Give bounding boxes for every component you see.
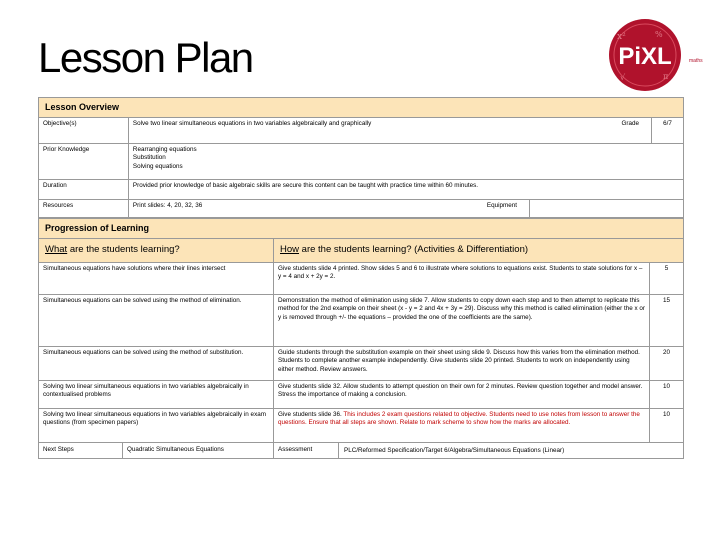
prior-knowledge-line: Solving equations [132,163,183,171]
assessment-cell [274,442,684,458]
next-steps-label: Next Steps [39,442,123,458]
resources-value [128,199,683,217]
grade-label: Grade [594,117,652,143]
how-cell: Guide students through the substitution example on their sheet using slide 9. Discuss how this varies from the elimination method. Students to complete another example independently. Give students slide 20 printed. Students to work on independently using either method. Review answers. [274,346,650,380]
progression-heading: Progression of Learning [39,219,684,239]
lesson-overview-heading: Lesson Overview [39,98,684,118]
prior-knowledge-line: Substitution [132,154,166,162]
what-cell: Simultaneous equations can be solved using the method of elimination. [39,294,274,346]
resources-text: Print slides: 4, 20, 32, 36 [132,201,203,209]
what-keyword: What [45,244,68,256]
assessment-value: PLC/Reformed Specification/Target 6/Algebra/Simultaneous Equations (Linear) [344,446,565,454]
what-header-rest: are the students learning? [67,244,180,256]
logo-text: PiXL [618,43,672,70]
how-text: Give students slide 36. [278,410,344,418]
prior-knowledge-value [128,143,683,179]
equipment-label: Equipment [486,201,518,209]
how-keyword: How [280,244,300,256]
svg-text:%: % [655,30,663,39]
how-emphasis-text: This includes 2 exam questions related to objective. Students need to use notes from lesson to answer the questions. Ensure that all steps are shown. Relate to mark scheme to show how the marks are allocated. [278,410,640,427]
objectives-label: Objective(s) [39,117,129,143]
how-column-header [274,238,684,262]
minutes-cell: 5 [650,262,684,294]
svg-text:√: √ [620,73,626,82]
progression-table [38,218,684,459]
objectives-value: Solve two linear simultaneous equations in two variables algebraically and graphically [128,117,593,143]
how-cell: Give students slide 32. Allow students to attempt question on their own for 2 minutes. Review question together and model answer. Stress the importance of making a conclusion. [274,380,650,408]
how-cell: Give students slide 4 printed. Show slides 5 and 6 to illustrate where solutions to equations exist. Students to state solutions for x – y = 4 and x + 2y = 2. [274,262,650,294]
next-steps-value: Quadratic Simultaneous Equations [123,442,274,458]
logo-subtitle: maths [689,58,703,64]
page-title: Lesson Plan [38,34,253,81]
assessment-label: Assessment [278,445,313,453]
lesson-overview-table [38,97,684,218]
minutes-cell: 10 [650,380,684,408]
how-cell [274,408,650,442]
what-cell: Simultaneous equations have solutions where their lines intersect [39,262,274,294]
what-cell: Simultaneous equations can be solved using the method of substitution. [39,346,274,380]
prior-knowledge-label: Prior Knowledge [39,143,129,179]
minutes-cell: 15 [650,294,684,346]
how-header-rest: are the students learning? (Activities & Differentiation) [299,244,529,256]
resources-label: Resources [39,199,129,217]
how-cell: Demonstration the method of elimination using slide 7. Allow students to copy down each step and to then attempt to replicate this method for the 2nd example on their sheet (x - y = 2 and 4x + 3y = 29). Discuss why this method is called elimination (either the x or y is removed through +/- the equations – provided the one of the coefficients are the same). [274,294,650,346]
minutes-cell: 20 [650,346,684,380]
svg-text:x²: x² [617,32,626,42]
grade-value: 6/7 [652,117,684,143]
duration-value: Provided prior knowledge of basic algebraic skills are secure this content can be taught with practice time within 60 minutes. [128,179,683,199]
duration-label: Duration [39,179,129,199]
minutes-cell: 10 [650,408,684,442]
what-column-header [39,238,274,262]
what-cell: Solving two linear simultaneous equations in two variables algebraically in contextualised problems [39,380,274,408]
svg-text:π: π [663,72,669,81]
what-cell: Solving two linear simultaneous equations in two variables algebraically in exam questions (from specimen papers) [39,408,274,442]
pixl-logo [608,18,682,92]
prior-knowledge-line: Rearranging equations [132,145,197,153]
